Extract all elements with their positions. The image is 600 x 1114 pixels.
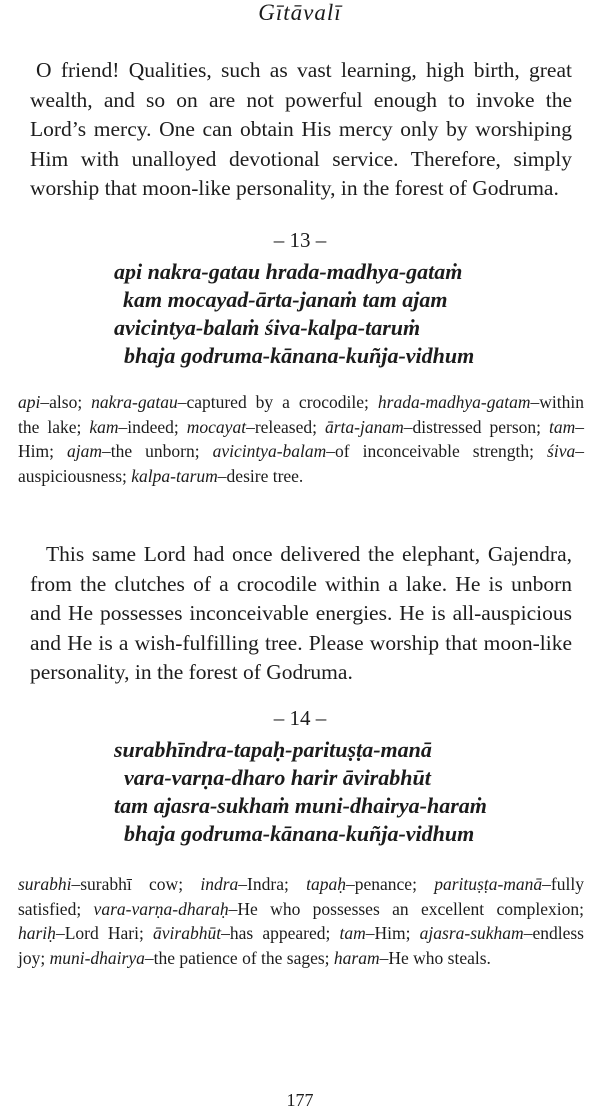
word-gloss: parituṣṭa-manā–fully satisfied; xyxy=(18,874,584,919)
word-gloss: tapaḥ–penance; xyxy=(306,874,435,894)
word-gloss: haram–He who steals. xyxy=(333,947,491,968)
verse-14-line-1: surabhīndra-tapaḥ-parituṣṭa-manā xyxy=(114,737,432,762)
word-gloss: ajasra-sukham–endless joy; xyxy=(18,923,584,968)
verse-14-word-meanings xyxy=(18,872,584,970)
word-gloss: mocayat–released; xyxy=(186,416,325,437)
word-gloss: avicintya-balam–of inconceivable strength; xyxy=(212,441,548,461)
verse-13-line-2: kam mocayad-ārta-janaṁ tam ajam xyxy=(123,287,448,312)
paragraph-gajendra: This same Lord had once delivered the elephant, Gajendra, from the clutches of a crocodile within a lake. He is unborn and He possesses inconceivable energies. He is all-auspicious and He is a wish-fulfilling tree. Please worship that moon-like personality, in the forest of Godruma. xyxy=(30,542,572,684)
word-gloss: tam–Him; xyxy=(339,923,420,943)
word-gloss: śiva–auspiciousness; xyxy=(18,441,584,486)
verse-13-line-3: avicintya-balaṁ śiva-kalpa-taruṁ xyxy=(114,315,421,340)
verse-14-line-3: tam ajasra-sukhaṁ muni-dhairya-haraṁ xyxy=(114,793,487,818)
word-gloss: nakra-gatau–captured by a crocodile; xyxy=(91,392,378,412)
verse-14-line-2: vara-varṇa-dharo harir āvirabhūt xyxy=(124,765,431,790)
word-gloss: muni-dhairya–the patience of the sages; xyxy=(49,947,334,968)
verse-14-number: – 14 – xyxy=(273,706,327,730)
verse-13-line-1: api nakra-gatau hrada-madhya-gataṁ xyxy=(114,259,463,284)
word-gloss: kalpa-tarum–desire tree. xyxy=(131,465,304,486)
word-gloss: āvirabhūt–has appeared; xyxy=(153,923,340,943)
word-gloss: tam–Him; xyxy=(18,416,584,461)
word-gloss: ārta-janam–distressed person; xyxy=(324,416,549,437)
page-number: 177 xyxy=(286,1090,314,1110)
verse-13-line-4: bhaja godruma-kānana-kuñja-vidhum xyxy=(124,343,475,368)
word-gloss: hrada-madhya-gatam–within the lake; xyxy=(18,392,584,437)
running-header: Gītāvalī xyxy=(258,0,342,25)
word-gloss: ajam–the unborn; xyxy=(66,441,213,461)
verse-13-number: – 13 – xyxy=(273,228,327,252)
verse-14-line-4: bhaja godruma-kānana-kuñja-vidhum xyxy=(124,821,475,846)
word-gloss: kam–indeed; xyxy=(89,416,187,437)
word-gloss: surabhi–surabhī cow; xyxy=(18,874,201,894)
word-gloss: hariḥ–Lord Hari; xyxy=(18,923,154,943)
paragraph-friend: O friend! Qualities, such as vast learning, high birth, great wealth, and so on are not powerful enough to invoke the Lord’s mercy. One can obtain His mercy only by worshiping Him with unalloyed devotional service. Therefore, simply worship that moon-like personality, in the forest of Godruma. xyxy=(30,58,572,200)
word-gloss: indra–Indra; xyxy=(200,874,307,894)
word-gloss: api–also; xyxy=(18,392,92,412)
word-gloss: vara-varṇa-dharaḥ–He who possesses an excellent complexion; xyxy=(93,898,584,919)
verse-13-word-meanings xyxy=(18,390,584,488)
